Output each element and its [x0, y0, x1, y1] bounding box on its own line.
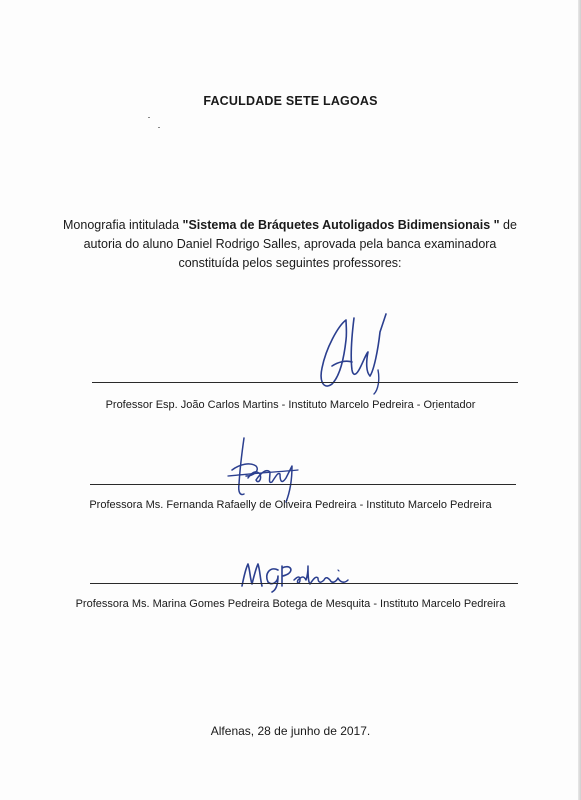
monograph-title: "Sistema de Bráquetes Autoligados Bidimensionais " [182, 218, 500, 232]
signature-line-2 [90, 484, 516, 485]
place-date: Alfenas, 28 de junho de 2017. [210, 724, 371, 738]
signature-member-2 [238, 556, 358, 596]
approval-paragraph [60, 216, 520, 273]
signatory-caption-1: Professor Esp. João Carlos Martins - Instituto Marcelo Pedreira - Orientador [105, 399, 476, 411]
scan-speck [148, 117, 150, 118]
signature-line-3 [90, 583, 518, 584]
institution-heading: FACULDADE SETE LAGOAS [203, 94, 378, 108]
signature-member-1 [226, 434, 306, 506]
scan-speck [158, 127, 160, 128]
paragraph-lead: Monografia intitulada [63, 218, 183, 232]
paragraph-rest: de [499, 218, 517, 232]
paragraph-line-2: autoria do aluno Daniel Rodrigo Salles, aprovada pela banca examinadora [83, 237, 497, 251]
signatory-caption-2: Professora Ms. Fernanda Rafaelly de Oliveira Pedreira - Instituto Marcelo Pedreira [89, 499, 492, 511]
signatory-caption-3: Professora Ms. Marina Gomes Pedreira Botega de Mesquita - Instituto Marcelo Pedreira [75, 598, 506, 610]
paragraph-line-3: constituída pelos seguintes professores: [178, 256, 402, 270]
signature-line-1 [92, 382, 518, 383]
